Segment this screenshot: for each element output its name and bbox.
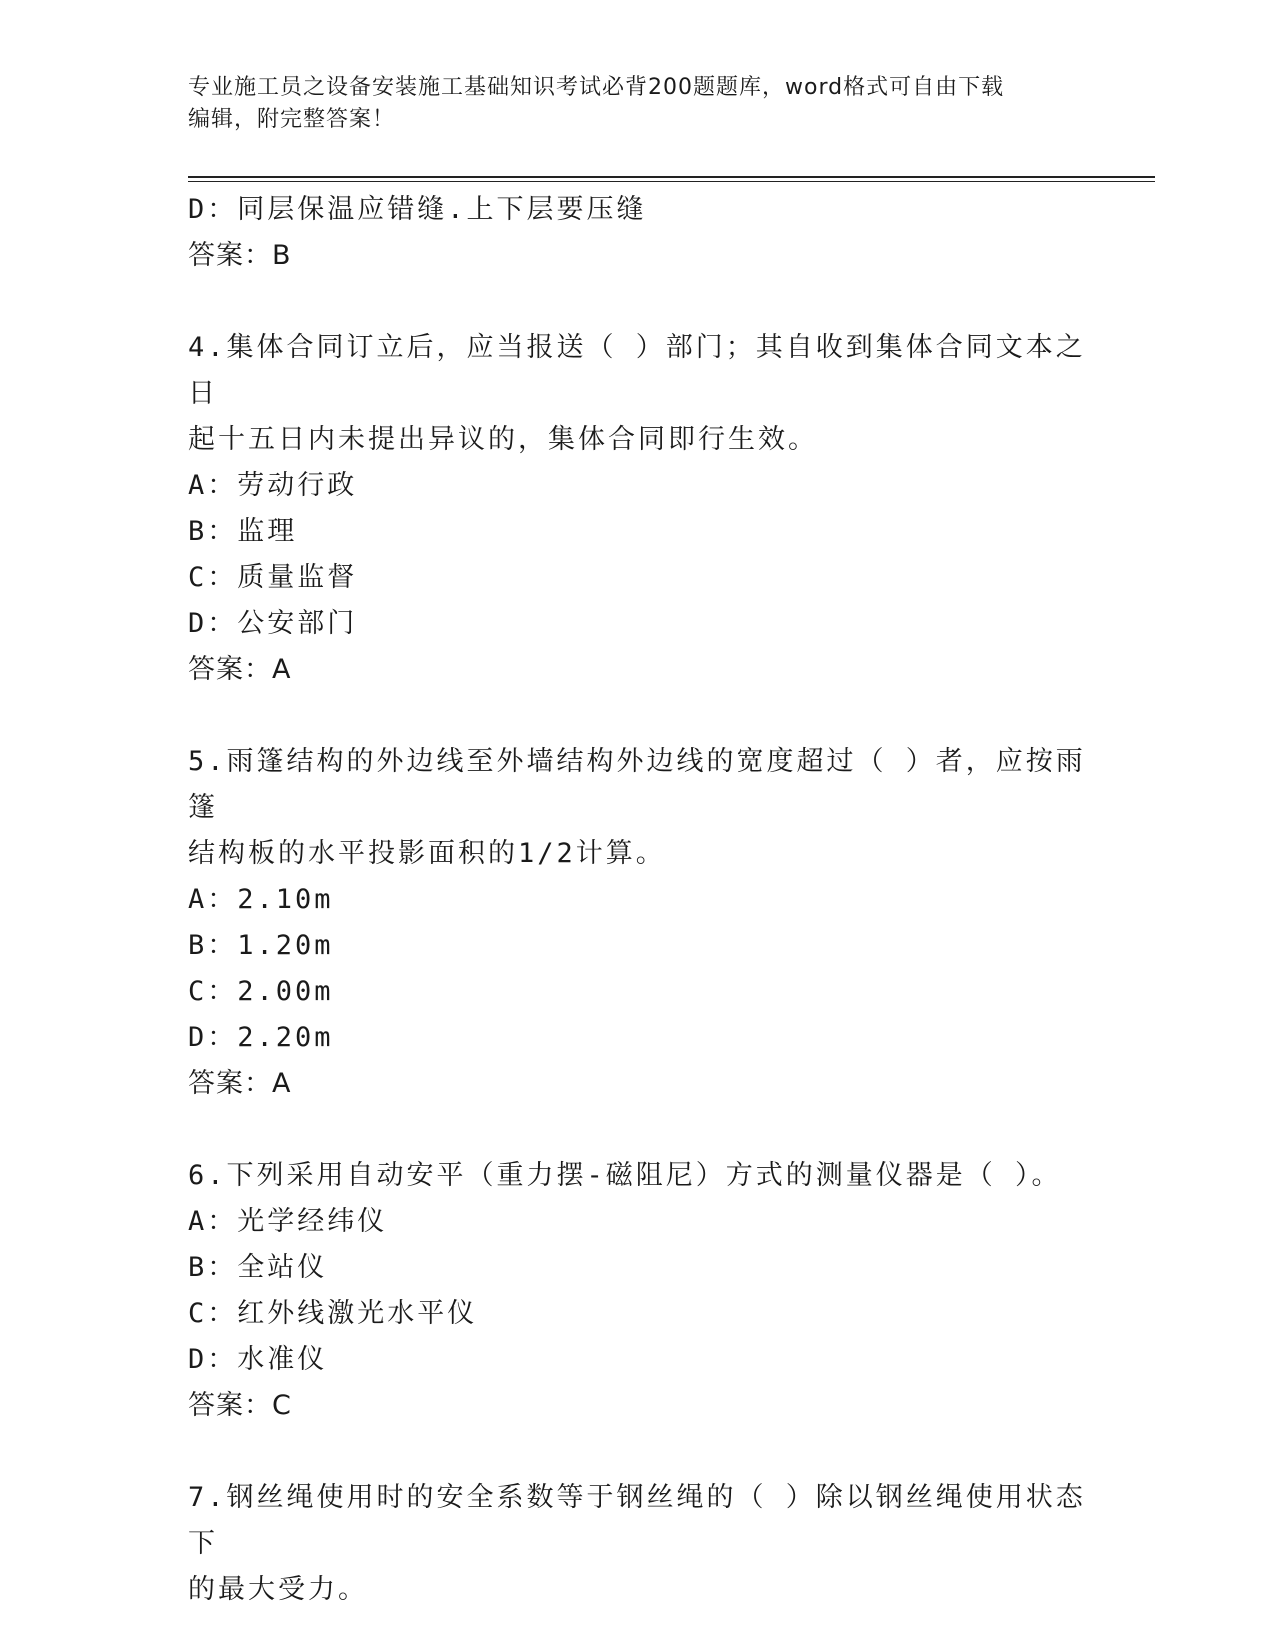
question-6: [188, 1153, 1088, 1429]
option-a: A：光学经纬仪: [188, 1206, 388, 1237]
question-7: [188, 1475, 1088, 1613]
question-text-line-2: 的最大受力。: [188, 1574, 368, 1605]
option-c: C：2.00m: [188, 976, 334, 1007]
question-text-line-1: 4.集体合同订立后，应当报送（ ）部门；其自收到集体合同文本之日: [188, 332, 1086, 409]
header-title-line-2: 编辑，附完整答案！: [188, 107, 396, 132]
question-text-line-2: 结构板的水平投影面积的1/2计算。: [188, 838, 666, 869]
option-c: C：质量监督: [188, 562, 358, 593]
spacer: [188, 279, 1088, 325]
answer: 答案：B: [188, 240, 292, 271]
answer: 答案：A: [188, 1068, 292, 1099]
header-divider: [188, 176, 1155, 182]
option-a: A：劳动行政: [188, 470, 358, 501]
header-title-line-1: 专业施工员之设备安装施工基础知识考试必背200题题库，word格式可自由下载: [188, 75, 1005, 100]
document-header: [188, 72, 1068, 136]
answer: 答案：A: [188, 654, 292, 685]
spacer: [188, 1429, 1088, 1475]
question-text-line-1: 7.钢丝绳使用时的安全系数等于钢丝绳的（ ）除以钢丝绳使用状态下: [188, 1482, 1086, 1559]
option-a: A：2.10m: [188, 884, 334, 915]
question-5: [188, 739, 1088, 1107]
option-b: B：1.20m: [188, 930, 334, 961]
question-3-tail: [188, 187, 1088, 279]
question-text-line-1: 6.下列采用自动安平（重力摆-磁阻尼）方式的测量仪器是（ ）。: [188, 1160, 1062, 1191]
option-c: C：红外线激光水平仪: [188, 1298, 478, 1329]
option-d: D：水准仪: [188, 1344, 328, 1375]
question-4: [188, 325, 1088, 693]
option-b: B：监理: [188, 516, 298, 547]
question-text-line-2: 起十五日内未提出异议的，集体合同即行生效。: [188, 424, 818, 455]
spacer: [188, 1107, 1088, 1153]
answer: 答案：C: [188, 1390, 292, 1421]
question-text-line-1: 5.雨篷结构的外边线至外墙结构外边线的宽度超过（ ）者，应按雨篷: [188, 746, 1086, 823]
option-d: D：同层保温应错缝.上下层要压缝: [188, 194, 647, 225]
spacer: [188, 693, 1088, 739]
option-d: D：2.20m: [188, 1022, 334, 1053]
question-list: [188, 187, 1088, 1613]
option-b: B：全站仪: [188, 1252, 328, 1283]
option-d: D：公安部门: [188, 608, 358, 639]
